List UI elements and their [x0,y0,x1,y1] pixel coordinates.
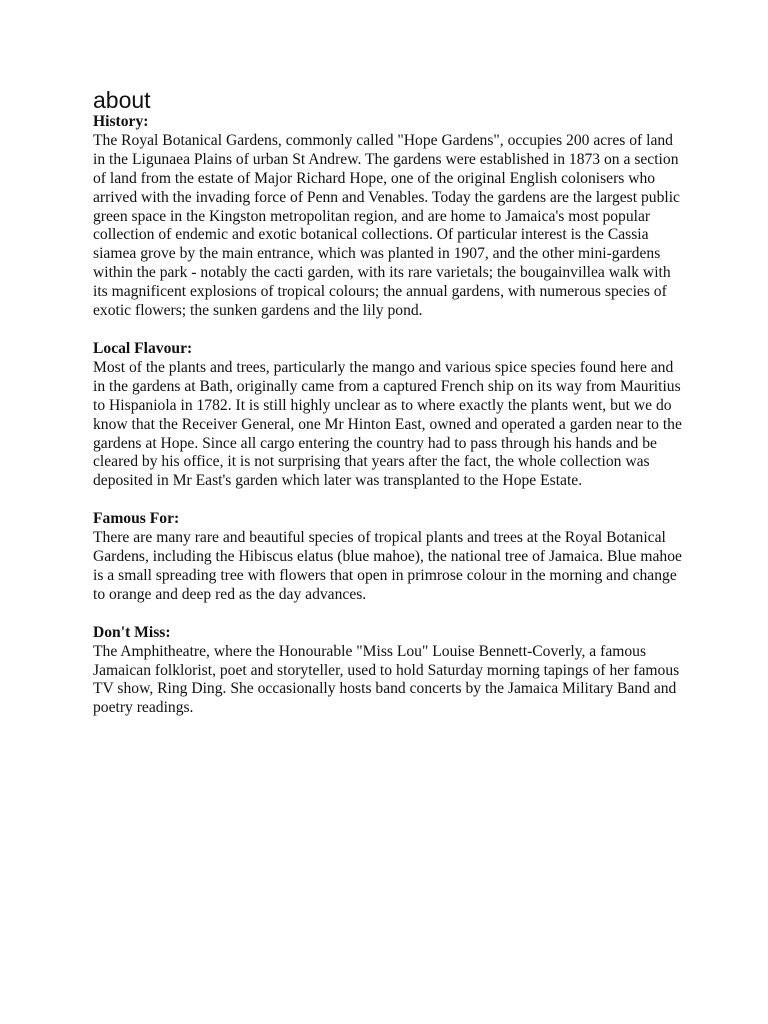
section-heading-dont-miss: Don't Miss: [93,623,171,641]
section-history [93,113,683,321]
section-body-local-flavour: Most of the plants and trees, particularly the mango and various spice species found here and in the gardens at Bath, originally came from a captured French ship on its way from Mauritius to Hispaniola in 1782. It is still highly unclear as to where exactly the plants went, but we do know that the Receiver General, one Mr Hinton East, owned and operated a garden near to the gardens at Hope. Since all cargo entering the country had to pass through his hands and be cleared by his office, it is not surprising that years after the fact, the whole collection was deposited in Mr East's garden which later was transplanted to the Hope Estate. [93,358,682,490]
section-heading-history: History: [93,113,149,130]
section-body-history: The Royal Botanical Gardens, commonly called "Hope Gardens", occupies 200 acres of land in the Ligunaea Plains of urban St Andrew. The gardens were established in 1873 on a section of land from the estate of Major Richard Hope, one of the original English colonisers who arrived with the invading force of Penn and Venables. Today the gardens are the largest public green space in the Kingston metropolitan region, and are home to Jamaica's most popular collection of endemic and exotic botanical collections. Of particular interest is the Cassia siamea grove by the main entrance, which was planted in 1907, and the other mini-gardens within the park - notably the cacti garden, with its rare varietals; the bougainvillea walk with its magnificent explosions of tropical colours; the annual gardens, with numerous species of exotic flowers; the sunken gardens and the lily pond. [93,131,680,320]
section-body-famous-for: There are many rare and beautiful species of tropical plants and trees at the Royal Botanical Gardens, including the Hibiscus elatus (blue mahoe), the national tree of Jamaica. Blue mahoe is a small spreading tree with flowers that open in primrose colour in the morning and change to orange and deep red as the day advances. [93,529,682,603]
section-famous-for [93,510,683,605]
document-page [93,87,683,737]
page-title: about [93,87,151,113]
section-heading-local-flavour: Local Flavour: [93,339,193,357]
section-local-flavour [93,340,683,491]
section-dont-miss [93,624,683,719]
section-body-dont-miss: The Amphitheatre, where the Honourable "Miss Lou" Louise Bennett-Coverly, a famous Jamaican folklorist, poet and storyteller, used to hold Saturday morning tapings of her famous TV show, Ring Ding. She occasionally hosts band concerts by the Jamaica Military Band and poetry readings. [93,642,680,717]
section-heading-famous-for: Famous For: [93,510,180,528]
